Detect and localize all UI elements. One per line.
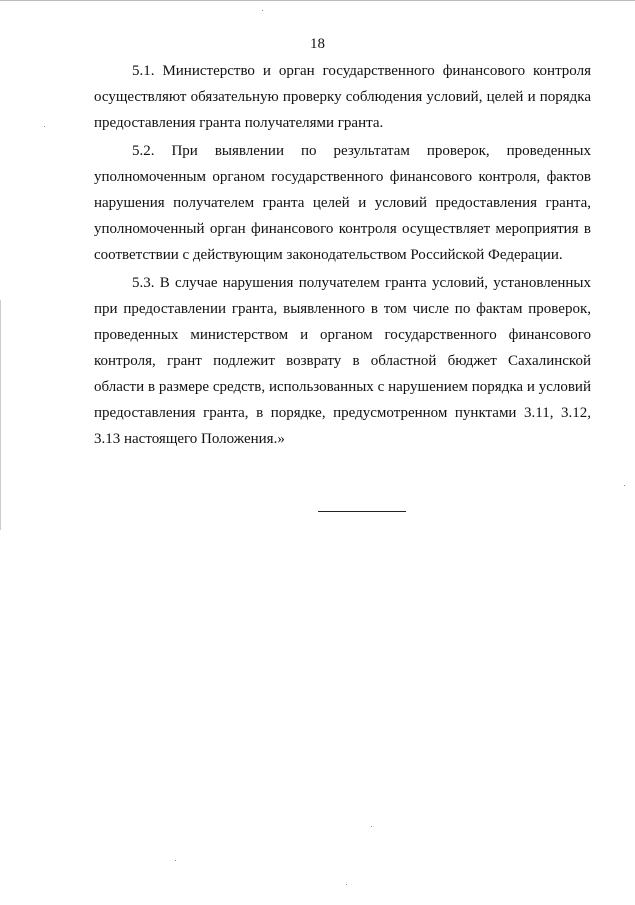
scan-speck [371,826,372,827]
scan-top-edge [0,0,635,1]
scan-speck [262,10,263,11]
closing-separator-line [318,511,406,512]
scan-speck [346,884,347,885]
scan-left-edge [0,300,1,530]
paragraph-5-2: 5.2. При выявлении по результатам проверок, проведенных уполномоченным органом государственного финансового контроля, фактов нарушения получателем гранта целей и условий предоставления гранта, уполномоченный орган финансового контроля осуществляет мероприятия в соответствии с действующим законодательством Российской Федерации. [94,143,591,263]
scan-speck [624,485,625,486]
scan-speck [44,126,45,127]
document-body [94,58,591,452]
scan-speck [175,860,176,861]
paragraph-5-3: 5.3. В случае нарушения получателем гранта условий, установленных при предоставлении гранта, выявленного в том числе по фактам проверок, проведенных министерством и органом государственного финансового контроля, грант подлежит возврату в областной бюджет Сахалинской области в размере средств, использованных с нарушением порядка и условий предоставления гранта, в порядке, предусмотренном пунктами 3.11, 3.12, 3.13 настоящего Положения.» [94,275,591,447]
paragraph-5-1: 5.1. Министерство и орган государственного финансового контроля осуществляют обязательную проверку соблюдения условий, целей и порядка предоставления гранта получателями гранта. [94,63,591,131]
page-number: 18 [310,36,325,52]
